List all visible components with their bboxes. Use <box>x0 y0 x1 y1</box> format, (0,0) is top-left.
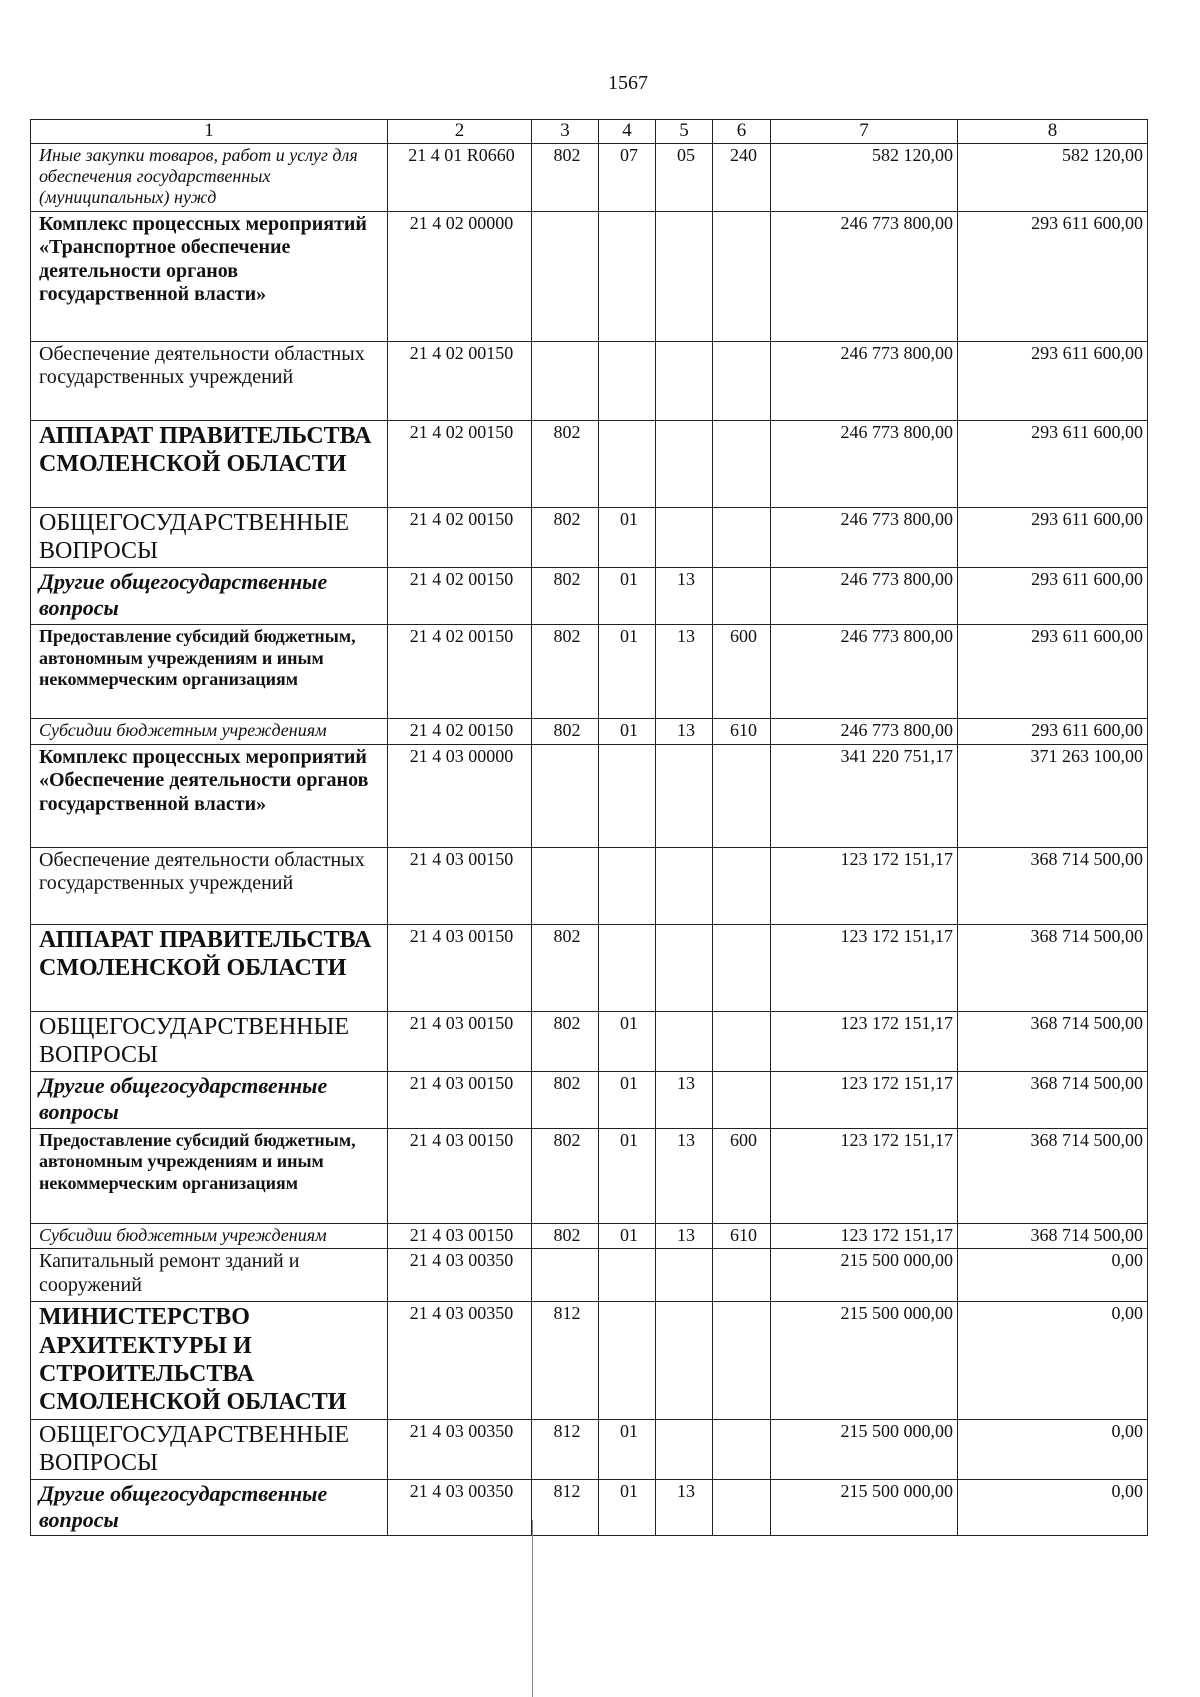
section-code-cell <box>599 420 656 507</box>
table-row <box>31 1224 1148 1249</box>
col-header-7: 7 <box>771 120 958 144</box>
amount-col7-cell: 582 120,00 <box>771 144 958 212</box>
subsection-code-cell <box>656 744 713 847</box>
row-name-cell: Предоставление субсидий бюджетным, автономным учреждениям и иным некоммерческим организациям <box>31 625 388 719</box>
ministry-code-cell: 802 <box>532 625 599 719</box>
subsection-code-cell <box>656 420 713 507</box>
col-header-1: 1 <box>31 120 388 144</box>
col-header-5: 5 <box>656 120 713 144</box>
row-name-cell: Обеспечение деятельности областных государственных учреждений <box>31 847 388 924</box>
target-code-cell: 21 4 03 00000 <box>388 744 532 847</box>
expense-type-cell <box>713 744 771 847</box>
scan-artifact-line <box>532 1520 533 1697</box>
amount-col7-cell: 341 220 751,17 <box>771 744 958 847</box>
subsection-code-cell <box>656 507 713 568</box>
subsection-code-cell: 13 <box>656 1224 713 1249</box>
amount-col8-cell: 368 714 500,00 <box>958 847 1148 924</box>
subsection-code-cell <box>656 924 713 1011</box>
amount-col7-cell: 123 172 151,17 <box>771 1011 958 1072</box>
section-code-cell: 01 <box>599 1072 656 1129</box>
expense-type-cell <box>713 1419 771 1480</box>
row-name-cell: Другие общегосударственные вопросы <box>31 568 388 625</box>
subsection-code-cell: 13 <box>656 1480 713 1536</box>
col-header-8: 8 <box>958 120 1148 144</box>
table-row <box>31 568 1148 625</box>
table-body <box>31 144 1148 1536</box>
amount-col8-cell: 293 611 600,00 <box>958 625 1148 719</box>
subsection-code-cell: 13 <box>656 1072 713 1129</box>
row-name-cell: Иные закупки товаров, работ и услуг для обеспечения государственных (муниципальных) нужд <box>31 144 388 212</box>
row-name-cell: ОБЩЕГОСУДАРСТВЕННЫЕ ВОПРОСЫ <box>31 507 388 568</box>
header-row <box>31 120 1148 144</box>
expense-type-cell: 600 <box>713 1129 771 1224</box>
table-row <box>31 211 1148 341</box>
target-code-cell: 21 4 03 00350 <box>388 1480 532 1536</box>
col-header-6: 6 <box>713 120 771 144</box>
target-code-cell: 21 4 01 R0660 <box>388 144 532 212</box>
row-name-cell: Комплекс процессных мероприятий «Транспортное обеспечение деятельности органов государственной власти» <box>31 211 388 341</box>
section-code-cell <box>599 744 656 847</box>
row-name-cell: АППАРАТ ПРАВИТЕЛЬСТВА СМОЛЕНСКОЙ ОБЛАСТИ <box>31 420 388 507</box>
amount-col7-cell: 246 773 800,00 <box>771 211 958 341</box>
amount-col7-cell: 215 500 000,00 <box>771 1249 958 1302</box>
amount-col8-cell: 293 611 600,00 <box>958 420 1148 507</box>
table-row <box>31 341 1148 420</box>
col-header-3: 3 <box>532 120 599 144</box>
ministry-code-cell <box>532 341 599 420</box>
amount-col8-cell: 293 611 600,00 <box>958 341 1148 420</box>
section-code-cell: 01 <box>599 1011 656 1072</box>
amount-col7-cell: 246 773 800,00 <box>771 568 958 625</box>
expense-type-cell <box>713 1249 771 1302</box>
subsection-code-cell <box>656 1249 713 1302</box>
table-row <box>31 625 1148 719</box>
section-code-cell <box>599 847 656 924</box>
section-code-cell: 07 <box>599 144 656 212</box>
target-code-cell: 21 4 03 00350 <box>388 1419 532 1480</box>
ministry-code-cell: 812 <box>532 1302 599 1419</box>
section-code-cell <box>599 924 656 1011</box>
table-row <box>31 1302 1148 1419</box>
amount-col7-cell: 246 773 800,00 <box>771 719 958 744</box>
amount-col7-cell: 246 773 800,00 <box>771 341 958 420</box>
table-row <box>31 1072 1148 1129</box>
subsection-code-cell <box>656 1419 713 1480</box>
ministry-code-cell: 802 <box>532 507 599 568</box>
subsection-code-cell <box>656 1302 713 1419</box>
row-name-cell: Другие общегосударственные вопросы <box>31 1480 388 1536</box>
target-code-cell: 21 4 03 00150 <box>388 924 532 1011</box>
section-code-cell: 01 <box>599 625 656 719</box>
amount-col8-cell: 582 120,00 <box>958 144 1148 212</box>
row-name-cell: АППАРАТ ПРАВИТЕЛЬСТВА СМОЛЕНСКОЙ ОБЛАСТИ <box>31 924 388 1011</box>
section-code-cell: 01 <box>599 1480 656 1536</box>
subsection-code-cell <box>656 211 713 341</box>
table-row <box>31 924 1148 1011</box>
ministry-code-cell: 802 <box>532 1224 599 1249</box>
ministry-code-cell <box>532 1249 599 1302</box>
ministry-code-cell <box>532 847 599 924</box>
target-code-cell: 21 4 03 00150 <box>388 1224 532 1249</box>
subsection-code-cell <box>656 847 713 924</box>
amount-col8-cell: 293 611 600,00 <box>958 507 1148 568</box>
row-name-cell: ОБЩЕГОСУДАРСТВЕННЫЕ ВОПРОСЫ <box>31 1011 388 1072</box>
amount-col7-cell: 246 773 800,00 <box>771 625 958 719</box>
target-code-cell: 21 4 02 00150 <box>388 507 532 568</box>
amount-col7-cell: 215 500 000,00 <box>771 1480 958 1536</box>
ministry-code-cell: 802 <box>532 1072 599 1129</box>
section-code-cell <box>599 1302 656 1419</box>
ministry-code-cell: 802 <box>532 719 599 744</box>
row-name-cell: Предоставление субсидий бюджетным, автономным учреждениям и иным некоммерческим организациям <box>31 1129 388 1224</box>
expense-type-cell <box>713 1011 771 1072</box>
expense-type-cell <box>713 211 771 341</box>
row-name-cell: Капитальный ремонт зданий и сооружений <box>31 1249 388 1302</box>
amount-col7-cell: 123 172 151,17 <box>771 1129 958 1224</box>
ministry-code-cell: 802 <box>532 1129 599 1224</box>
table-row <box>31 1419 1148 1480</box>
target-code-cell: 21 4 02 00150 <box>388 568 532 625</box>
section-code-cell <box>599 341 656 420</box>
amount-col7-cell: 246 773 800,00 <box>771 507 958 568</box>
target-code-cell: 21 4 02 00000 <box>388 211 532 341</box>
section-code-cell: 01 <box>599 719 656 744</box>
subsection-code-cell: 05 <box>656 144 713 212</box>
row-name-cell: Комплекс процессных мероприятий «Обеспечение деятельности органов государственной власти» <box>31 744 388 847</box>
row-name-cell: Субсидии бюджетным учреждениям <box>31 719 388 744</box>
table-row <box>31 1011 1148 1072</box>
amount-col8-cell: 371 263 100,00 <box>958 744 1148 847</box>
ministry-code-cell: 802 <box>532 924 599 1011</box>
amount-col7-cell: 246 773 800,00 <box>771 420 958 507</box>
expense-type-cell <box>713 1072 771 1129</box>
amount-col8-cell: 293 611 600,00 <box>958 211 1148 341</box>
table-row <box>31 1249 1148 1302</box>
ministry-code-cell: 812 <box>532 1419 599 1480</box>
amount-col8-cell: 0,00 <box>958 1419 1148 1480</box>
subsection-code-cell: 13 <box>656 625 713 719</box>
target-code-cell: 21 4 02 00150 <box>388 341 532 420</box>
expense-type-cell: 610 <box>713 719 771 744</box>
target-code-cell: 21 4 03 00350 <box>388 1302 532 1419</box>
section-code-cell: 01 <box>599 507 656 568</box>
expense-type-cell: 610 <box>713 1224 771 1249</box>
section-code-cell: 01 <box>599 1224 656 1249</box>
expense-type-cell <box>713 568 771 625</box>
row-name-cell: МИНИСТЕРСТВО АРХИТЕКТУРЫ И СТРОИТЕЛЬСТВА СМОЛЕНСКОЙ ОБЛАСТИ <box>31 1302 388 1419</box>
expense-type-cell <box>713 507 771 568</box>
amount-col8-cell: 293 611 600,00 <box>958 719 1148 744</box>
subsection-code-cell: 13 <box>656 719 713 744</box>
row-name-cell: Субсидии бюджетным учреждениям <box>31 1224 388 1249</box>
subsection-code-cell <box>656 1011 713 1072</box>
subsection-code-cell <box>656 341 713 420</box>
ministry-code-cell <box>532 211 599 341</box>
ministry-code-cell: 812 <box>532 1480 599 1536</box>
section-code-cell: 01 <box>599 1419 656 1480</box>
table-row <box>31 1480 1148 1536</box>
amount-col7-cell: 123 172 151,17 <box>771 847 958 924</box>
expense-type-cell <box>713 1480 771 1536</box>
amount-col8-cell: 368 714 500,00 <box>958 1224 1148 1249</box>
ministry-code-cell: 802 <box>532 1011 599 1072</box>
row-name-cell: Другие общегосударственные вопросы <box>31 1072 388 1129</box>
col-header-4: 4 <box>599 120 656 144</box>
ministry-code-cell <box>532 744 599 847</box>
amount-col7-cell: 123 172 151,17 <box>771 924 958 1011</box>
target-code-cell: 21 4 02 00150 <box>388 420 532 507</box>
section-code-cell <box>599 1249 656 1302</box>
section-code-cell: 01 <box>599 1129 656 1224</box>
target-code-cell: 21 4 03 00150 <box>388 847 532 924</box>
amount-col7-cell: 215 500 000,00 <box>771 1302 958 1419</box>
target-code-cell: 21 4 03 00350 <box>388 1249 532 1302</box>
target-code-cell: 21 4 03 00150 <box>388 1011 532 1072</box>
section-code-cell <box>599 211 656 341</box>
subsection-code-cell: 13 <box>656 568 713 625</box>
target-code-cell: 21 4 02 00150 <box>388 625 532 719</box>
amount-col8-cell: 368 714 500,00 <box>958 924 1148 1011</box>
expense-type-cell: 240 <box>713 144 771 212</box>
expense-type-cell <box>713 924 771 1011</box>
target-code-cell: 21 4 03 00150 <box>388 1072 532 1129</box>
ministry-code-cell: 802 <box>532 420 599 507</box>
expense-type-cell <box>713 847 771 924</box>
row-name-cell: Обеспечение деятельности областных государственных учреждений <box>31 341 388 420</box>
table-row <box>31 144 1148 212</box>
table-row <box>31 420 1148 507</box>
table-row <box>31 847 1148 924</box>
amount-col7-cell: 123 172 151,17 <box>771 1072 958 1129</box>
target-code-cell: 21 4 02 00150 <box>388 719 532 744</box>
amount-col8-cell: 368 714 500,00 <box>958 1129 1148 1224</box>
target-code-cell: 21 4 03 00150 <box>388 1129 532 1224</box>
table-row <box>31 507 1148 568</box>
table-row <box>31 744 1148 847</box>
expense-type-cell <box>713 1302 771 1419</box>
page-number: 1567 <box>608 72 648 94</box>
amount-col8-cell: 368 714 500,00 <box>958 1072 1148 1129</box>
budget-table <box>30 119 1148 1536</box>
amount-col8-cell: 0,00 <box>958 1249 1148 1302</box>
amount-col7-cell: 123 172 151,17 <box>771 1224 958 1249</box>
ministry-code-cell: 802 <box>532 144 599 212</box>
amount-col8-cell: 0,00 <box>958 1480 1148 1536</box>
amount-col7-cell: 215 500 000,00 <box>771 1419 958 1480</box>
col-header-2: 2 <box>388 120 532 144</box>
amount-col8-cell: 293 611 600,00 <box>958 568 1148 625</box>
expense-type-cell: 600 <box>713 625 771 719</box>
section-code-cell: 01 <box>599 568 656 625</box>
amount-col8-cell: 368 714 500,00 <box>958 1011 1148 1072</box>
amount-col8-cell: 0,00 <box>958 1302 1148 1419</box>
row-name-cell: ОБЩЕГОСУДАРСТВЕННЫЕ ВОПРОСЫ <box>31 1419 388 1480</box>
ministry-code-cell: 802 <box>532 568 599 625</box>
subsection-code-cell: 13 <box>656 1129 713 1224</box>
expense-type-cell <box>713 420 771 507</box>
expense-type-cell <box>713 341 771 420</box>
table-row <box>31 1129 1148 1224</box>
table-row <box>31 719 1148 744</box>
